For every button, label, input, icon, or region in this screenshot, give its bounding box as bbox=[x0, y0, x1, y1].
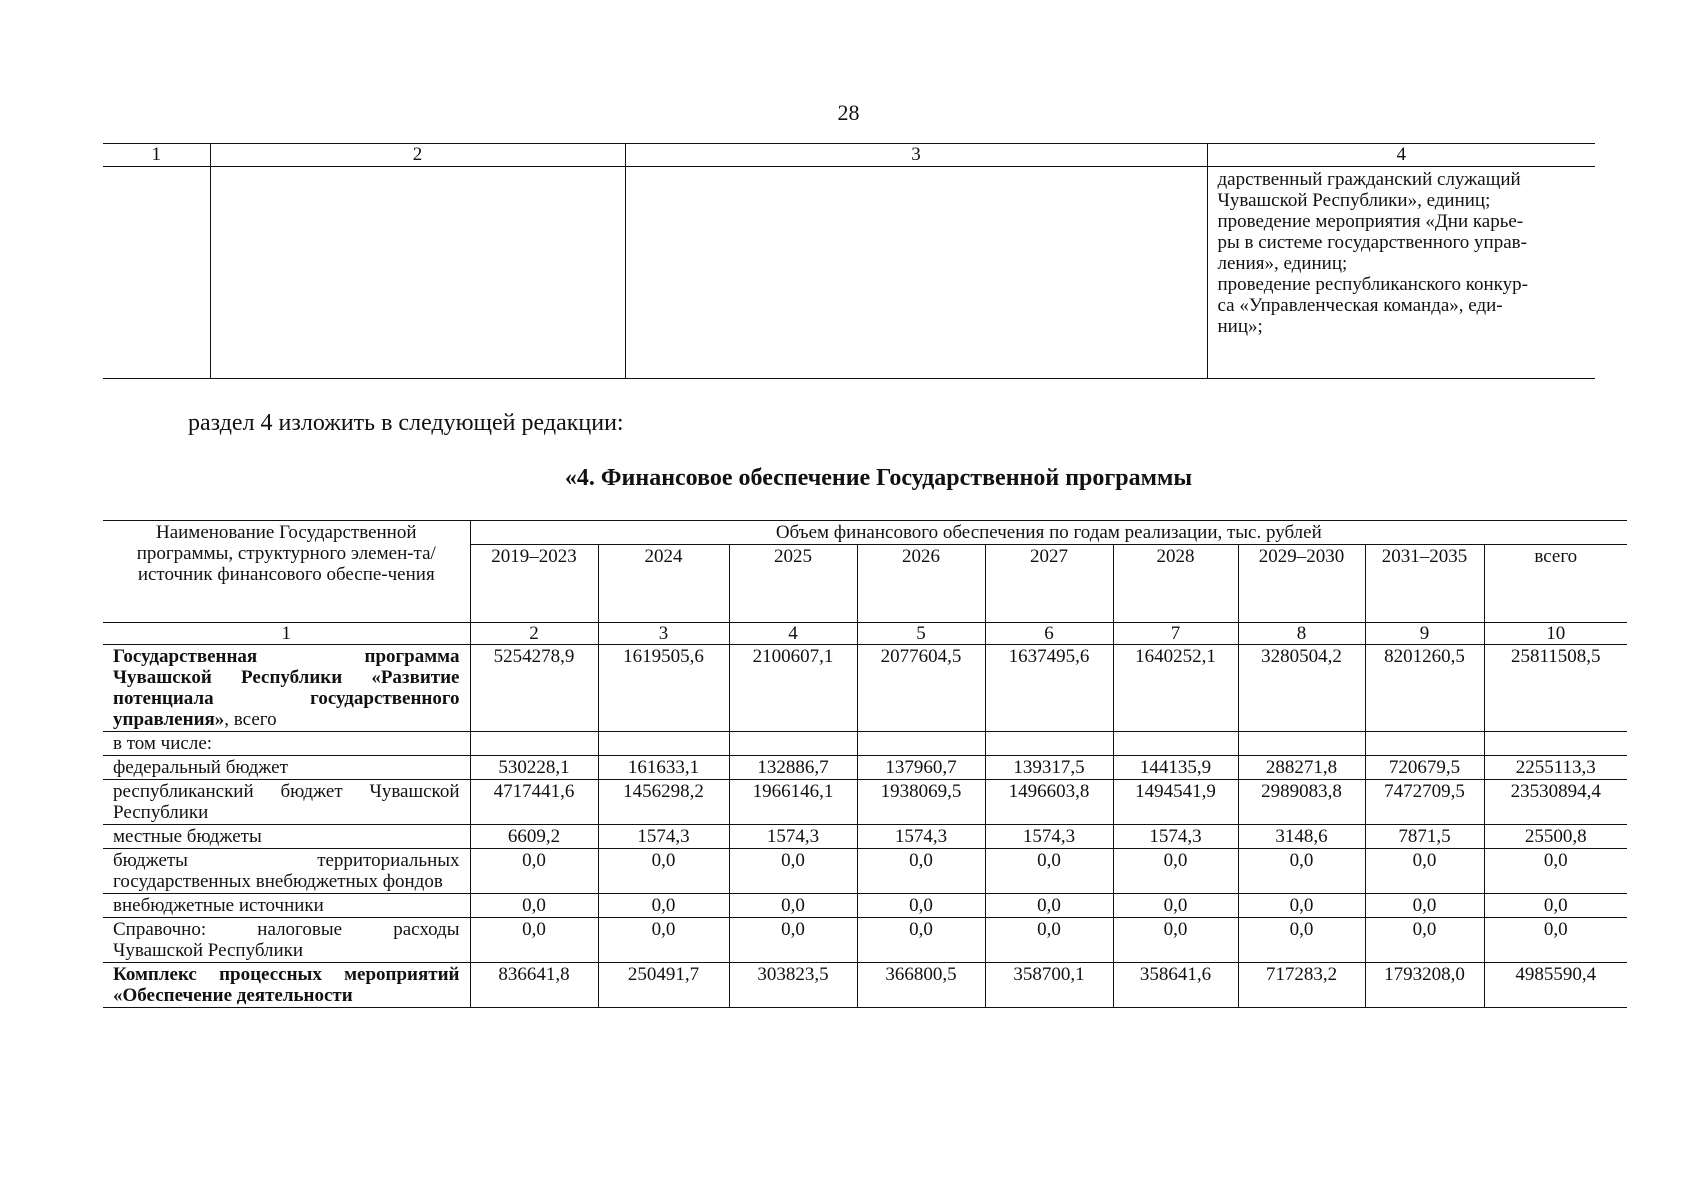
value-cell: 836641,8 bbox=[470, 963, 598, 1008]
index-cell: 3 bbox=[598, 623, 729, 645]
value-cell: 0,0 bbox=[985, 894, 1113, 918]
top-table-cell bbox=[625, 167, 1207, 379]
year-header: 2026 bbox=[857, 545, 985, 623]
value-cell: 303823,5 bbox=[729, 963, 857, 1008]
table-row bbox=[103, 756, 1627, 780]
value-cell bbox=[1238, 732, 1365, 756]
value-cell: 25500,8 bbox=[1484, 825, 1627, 849]
year-header: 2027 bbox=[985, 545, 1113, 623]
col4-line: проведение республиканского конкур- bbox=[1217, 274, 1528, 295]
value-cell: 1793208,0 bbox=[1365, 963, 1484, 1008]
table-row bbox=[103, 780, 1627, 825]
value-cell: 0,0 bbox=[470, 918, 598, 963]
value-cell: 0,0 bbox=[729, 918, 857, 963]
top-table-row bbox=[103, 167, 1595, 379]
value-cell: 5254278,9 bbox=[470, 645, 598, 732]
row-name-text: федеральный бюджет bbox=[113, 757, 288, 778]
value-cell: 0,0 bbox=[1484, 849, 1627, 894]
value-cell: 358700,1 bbox=[985, 963, 1113, 1008]
top-table-header-cell: 1 bbox=[103, 144, 210, 167]
value-cell: 0,0 bbox=[1365, 918, 1484, 963]
row-name-text: , всего bbox=[224, 709, 277, 730]
year-header: 2028 bbox=[1113, 545, 1238, 623]
year-header: 2031–2035 bbox=[1365, 545, 1484, 623]
value-cell: 137960,7 bbox=[857, 756, 985, 780]
top-table-header-row bbox=[103, 144, 1595, 167]
value-cell: 1574,3 bbox=[1113, 825, 1238, 849]
value-cell: 2989083,8 bbox=[1238, 780, 1365, 825]
table-row bbox=[103, 732, 1627, 756]
value-cell: 1574,3 bbox=[985, 825, 1113, 849]
index-cell: 4 bbox=[729, 623, 857, 645]
top-table-cell-col4 bbox=[1207, 167, 1595, 379]
value-cell: 3280504,2 bbox=[1238, 645, 1365, 732]
value-cell: 3148,6 bbox=[1238, 825, 1365, 849]
value-cell: 288271,8 bbox=[1238, 756, 1365, 780]
section-title: «4. Финансовое обеспечение Государственной программы bbox=[564, 465, 1193, 491]
top-table bbox=[103, 143, 1595, 379]
index-cell: 10 bbox=[1484, 623, 1627, 645]
value-cell: 1496603,8 bbox=[985, 780, 1113, 825]
value-cell bbox=[985, 732, 1113, 756]
row-name-cell bbox=[103, 825, 470, 849]
value-cell: 0,0 bbox=[729, 894, 857, 918]
row-name-cell bbox=[103, 645, 470, 732]
value-cell: 1456298,2 bbox=[598, 780, 729, 825]
row-name-cell bbox=[103, 756, 470, 780]
finance-group-header: Объем финансового обеспечения по годам реализации, тыс. рублей bbox=[470, 521, 1627, 545]
index-cell: 6 bbox=[985, 623, 1113, 645]
year-header: всего bbox=[1484, 545, 1627, 623]
value-cell: 0,0 bbox=[857, 894, 985, 918]
value-cell: 0,0 bbox=[598, 849, 729, 894]
value-cell: 2255113,3 bbox=[1484, 756, 1627, 780]
value-cell: 0,0 bbox=[985, 849, 1113, 894]
index-cell: 8 bbox=[1238, 623, 1365, 645]
table-row bbox=[103, 963, 1627, 1008]
row-name-cell bbox=[103, 918, 470, 963]
year-header: 2025 bbox=[729, 545, 857, 623]
year-header: 2024 bbox=[598, 545, 729, 623]
value-cell: 0,0 bbox=[598, 918, 729, 963]
value-cell: 7472709,5 bbox=[1365, 780, 1484, 825]
value-cell bbox=[1484, 732, 1627, 756]
value-cell: 8201260,5 bbox=[1365, 645, 1484, 732]
table-row bbox=[103, 849, 1627, 894]
value-cell bbox=[729, 732, 857, 756]
value-cell: 0,0 bbox=[1365, 894, 1484, 918]
value-cell: 1494541,9 bbox=[1113, 780, 1238, 825]
table-row bbox=[103, 894, 1627, 918]
value-cell: 2077604,5 bbox=[857, 645, 985, 732]
row-name-text: Справочно: налоговые расходы Чувашской Республики bbox=[113, 919, 460, 961]
table-row bbox=[103, 645, 1627, 732]
value-cell: 366800,5 bbox=[857, 963, 985, 1008]
value-cell: 4985590,4 bbox=[1484, 963, 1627, 1008]
value-cell: 0,0 bbox=[598, 894, 729, 918]
row-name-cell bbox=[103, 780, 470, 825]
value-cell bbox=[1113, 732, 1238, 756]
value-cell: 0,0 bbox=[1484, 918, 1627, 963]
index-cell: 9 bbox=[1365, 623, 1484, 645]
row-name-cell bbox=[103, 894, 470, 918]
top-table-header-cell: 3 bbox=[625, 144, 1207, 167]
row-name-bold: Комплекс процессных мероприятий «Обеспечение деятельности bbox=[113, 964, 460, 1006]
col4-line: ниц»; bbox=[1217, 316, 1263, 337]
top-table-header-cell: 4 bbox=[1207, 144, 1595, 167]
value-cell: 250491,7 bbox=[598, 963, 729, 1008]
year-header: 2019–2023 bbox=[470, 545, 598, 623]
value-cell: 0,0 bbox=[985, 918, 1113, 963]
value-cell: 0,0 bbox=[470, 849, 598, 894]
col4-line: проведение мероприятия «Дни карье- bbox=[1217, 211, 1524, 232]
value-cell: 7871,5 bbox=[1365, 825, 1484, 849]
table-row bbox=[103, 918, 1627, 963]
value-cell: 0,0 bbox=[470, 894, 598, 918]
value-cell: 0,0 bbox=[1238, 894, 1365, 918]
value-cell: 1619505,6 bbox=[598, 645, 729, 732]
value-cell: 2100607,1 bbox=[729, 645, 857, 732]
value-cell: 530228,1 bbox=[470, 756, 598, 780]
value-cell: 0,0 bbox=[1238, 918, 1365, 963]
value-cell: 1640252,1 bbox=[1113, 645, 1238, 732]
row-name-text: республиканский бюджет Чувашской Республики bbox=[113, 781, 460, 823]
row-name-text: бюджеты территориальных государственных внебюджетных фондов bbox=[113, 850, 460, 892]
index-cell: 7 bbox=[1113, 623, 1238, 645]
value-cell: 139317,5 bbox=[985, 756, 1113, 780]
value-cell: 0,0 bbox=[1113, 918, 1238, 963]
row-name-bold: Государственная программа Чувашской Республики «Развитие потенциала государственного управления» bbox=[113, 646, 460, 730]
col4-line: ры в системе государственного управ- bbox=[1217, 232, 1527, 253]
col4-line: ления», единиц; bbox=[1217, 253, 1348, 274]
index-cell: 2 bbox=[470, 623, 598, 645]
row-name-cell bbox=[103, 849, 470, 894]
value-cell: 1574,3 bbox=[729, 825, 857, 849]
value-cell bbox=[470, 732, 598, 756]
value-cell bbox=[857, 732, 985, 756]
col4-line: дарственный гражданский служащий bbox=[1217, 169, 1521, 190]
value-cell: 0,0 bbox=[1484, 894, 1627, 918]
index-cell: 1 bbox=[103, 623, 470, 645]
value-cell: 23530894,4 bbox=[1484, 780, 1627, 825]
index-cell: 5 bbox=[857, 623, 985, 645]
value-cell: 717283,2 bbox=[1238, 963, 1365, 1008]
value-cell: 144135,9 bbox=[1113, 756, 1238, 780]
value-cell: 0,0 bbox=[1365, 849, 1484, 894]
value-cell: 0,0 bbox=[729, 849, 857, 894]
value-cell bbox=[1365, 732, 1484, 756]
page-number: 28 bbox=[837, 100, 860, 125]
finance-table bbox=[103, 520, 1627, 1008]
intro-text: раздел 4 изложить в следующей редакции: bbox=[188, 410, 624, 436]
top-table-cell bbox=[103, 167, 210, 379]
finance-index-row bbox=[103, 623, 1627, 645]
value-cell: 0,0 bbox=[857, 849, 985, 894]
table-row bbox=[103, 825, 1627, 849]
finance-name-header: Наименование Государственной программы, структурного элемен-та/источник финансового обеспе-чения bbox=[103, 521, 470, 623]
value-cell: 1574,3 bbox=[598, 825, 729, 849]
finance-body bbox=[103, 645, 1627, 1008]
value-cell: 1938069,5 bbox=[857, 780, 985, 825]
row-name-cell bbox=[103, 963, 470, 1008]
row-name-text: в том числе: bbox=[113, 733, 213, 754]
value-cell: 0,0 bbox=[1238, 849, 1365, 894]
value-cell: 0,0 bbox=[857, 918, 985, 963]
value-cell: 25811508,5 bbox=[1484, 645, 1627, 732]
value-cell: 6609,2 bbox=[470, 825, 598, 849]
col4-line: са «Управленческая команда», еди- bbox=[1217, 295, 1503, 316]
value-cell: 720679,5 bbox=[1365, 756, 1484, 780]
top-table-cell bbox=[210, 167, 625, 379]
row-name-cell bbox=[103, 732, 470, 756]
value-cell: 1574,3 bbox=[857, 825, 985, 849]
top-table-header-cell: 2 bbox=[210, 144, 625, 167]
value-cell: 4717441,6 bbox=[470, 780, 598, 825]
value-cell: 358641,6 bbox=[1113, 963, 1238, 1008]
finance-header-row bbox=[103, 521, 1627, 545]
col4-line: Чувашской Республики», единиц; bbox=[1217, 190, 1491, 211]
row-name-text: внебюджетные источники bbox=[113, 895, 324, 916]
value-cell: 1637495,6 bbox=[985, 645, 1113, 732]
value-cell: 132886,7 bbox=[729, 756, 857, 780]
year-header: 2029–2030 bbox=[1238, 545, 1365, 623]
value-cell bbox=[598, 732, 729, 756]
row-name-text: местные бюджеты bbox=[113, 826, 262, 847]
value-cell: 0,0 bbox=[1113, 894, 1238, 918]
value-cell: 0,0 bbox=[1113, 849, 1238, 894]
value-cell: 161633,1 bbox=[598, 756, 729, 780]
value-cell: 1966146,1 bbox=[729, 780, 857, 825]
